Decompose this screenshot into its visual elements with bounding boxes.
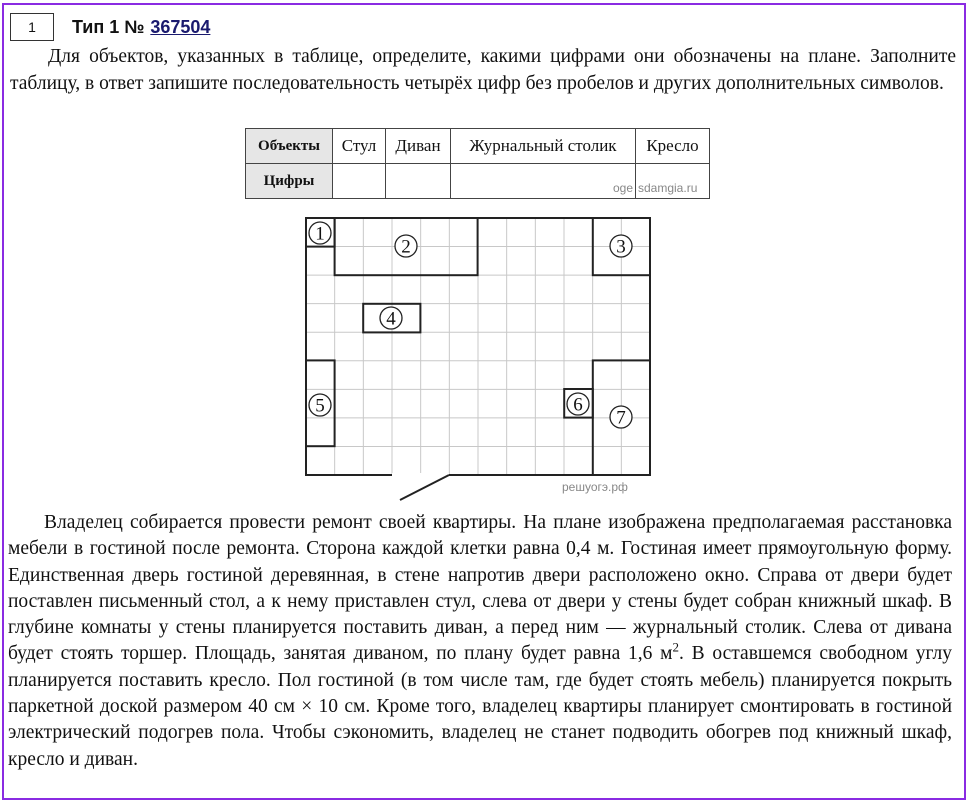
plan-label-3 (610, 235, 632, 258)
intro-text: Для объектов, указанных в таблице, определите, какими цифрами они обозначены на плане. Заполните таблицу, в ответ запишите последовательность четырёх цифр без пробелов и других дополнительных символов. (10, 46, 956, 94)
plan-label-7 (610, 406, 632, 429)
problem-text-part1: Владелец собирается провести ремонт своей квартиры. На плане изображена предполагаемая расстановка мебели в гостиной после ремонта. Сторона каждой клетки равна 0,4 м. Гостиная имеет прямоугольную форму. Единственная дверь гостиной деревянная, в стене напротив двери расположено окно. Справа от двери будет поставлен письменный стол, а к нему приставлен стул, слева от двери у стены будет собран книжный шкаф. В глубине комнаты у стены планируется поставить диван, а перед ним — журнальный столик. Слева от дивана будет стоять торшер. Площадь, занятая диваном, по плану будет равна 1,6 м (8, 512, 952, 665)
plan-label-5 (309, 394, 331, 417)
area-unit-superscript: 2 (672, 639, 679, 655)
problem-text (8, 510, 952, 773)
question-type-label: Тип 1 № (72, 16, 145, 37)
question-number: 1 (10, 13, 54, 41)
question-id-link[interactable]: 367504 (150, 16, 211, 37)
svg-text:7: 7 (616, 407, 626, 429)
door-leaf (400, 475, 449, 500)
problem-text-part2: . В оставшемся свободном углу планируется поставить кресло. Пол гостиной (в том числе там, где будет стоять мебель) планируется покрыть паркетной доской размером 40 см × 10 см. Кроме того, владелец квартиры планирует смонтировать в гостиной электрический подогрев пола. Чтобы сэкономить, владелец не станет подводить обогрев под книжный шкаф, кресло и диван. (8, 643, 952, 770)
table-header-objects: Объекты (246, 129, 333, 164)
svg-text:1: 1 (315, 223, 325, 245)
table-col-coffee-table: Журнальный столик (451, 129, 636, 164)
watermark-sdamgia: sdamgia.ru (638, 181, 698, 195)
table-header-digits: Цифры (246, 164, 333, 199)
plan-watermark: решуогэ.рф (562, 480, 628, 494)
plan-label-6 (567, 393, 589, 416)
plan-label-4 (380, 307, 402, 330)
question-title (72, 17, 210, 38)
table-row-objects (246, 129, 710, 164)
answer-cell-sofa[interactable] (386, 164, 451, 199)
plan-label-1 (309, 222, 331, 245)
svg-text:4: 4 (386, 308, 396, 330)
table-row-digits (246, 164, 710, 199)
question-header (10, 12, 210, 42)
table-col-sofa: Диван (386, 129, 451, 164)
answer-cell-chair[interactable] (333, 164, 386, 199)
room-plan-svg (300, 212, 660, 504)
svg-text:2: 2 (401, 236, 411, 258)
svg-text:5: 5 (315, 395, 325, 417)
answer-cell-armchair[interactable] (636, 164, 710, 199)
answer-cell-coffee-table[interactable] (451, 164, 636, 199)
table-col-armchair: Кресло (636, 129, 710, 164)
plan-label-2 (395, 235, 417, 258)
svg-text:6: 6 (573, 394, 583, 416)
table-col-chair: Стул (333, 129, 386, 164)
room-plan (300, 212, 660, 509)
svg-text:3: 3 (616, 236, 626, 258)
watermark-oge: oge (612, 181, 633, 195)
objects-table (245, 128, 710, 199)
